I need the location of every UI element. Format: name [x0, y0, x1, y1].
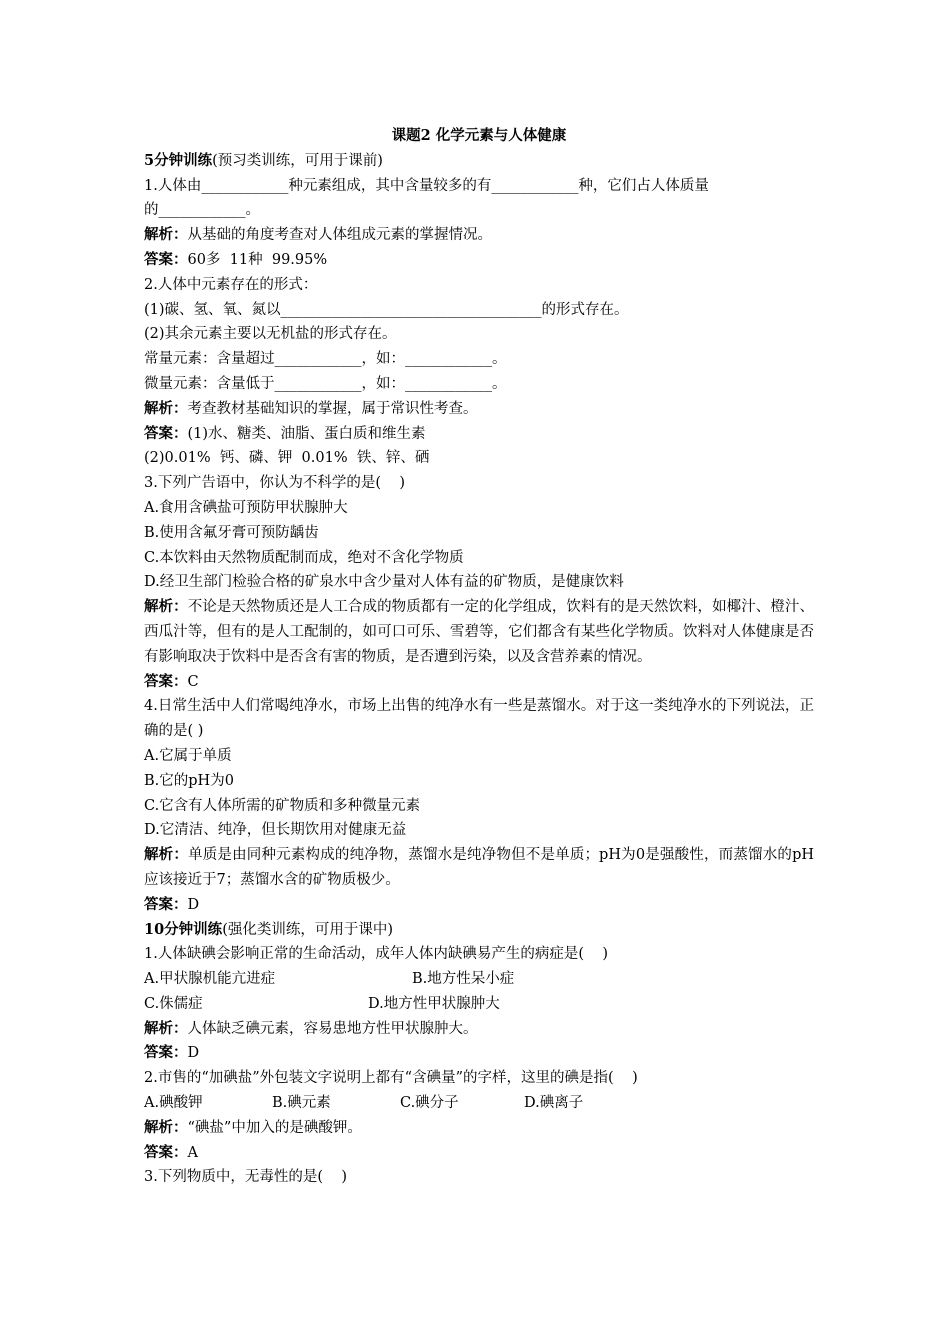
- answer-label: 答案：: [144, 1044, 188, 1062]
- option: C.它含有人体所需的矿物质和多种微量元素: [144, 797, 421, 814]
- answer-label: 答案：: [144, 1143, 188, 1161]
- answer: [144, 670, 814, 695]
- question-stem: 3.下列物质中，无毒性的是( ): [144, 1169, 348, 1186]
- option: D.经卫生部门检验合格的矿泉水中含少量对人体有益的矿物质，是健康饮料: [144, 574, 624, 591]
- option: B.地方性呆小症: [412, 971, 515, 988]
- analysis-text: 从基础的角度考查对人体组成元素的掌握情况。: [187, 227, 492, 244]
- section-heading-5min: [144, 149, 814, 174]
- analysis: [144, 223, 814, 248]
- analysis-label: 解析：: [144, 226, 188, 244]
- analysis-label: 解析：: [144, 598, 188, 616]
- option: A.碘酸钾: [144, 1095, 203, 1112]
- answer: [144, 248, 814, 273]
- question-stem: 2.市售的“加碘盐”外包装文字说明上都有“含碘量”的字样，这里的碘是指( ): [144, 1070, 638, 1087]
- option: A.它属于单质: [144, 747, 232, 764]
- answer-label: 答案：: [144, 424, 188, 442]
- analysis: [144, 595, 814, 669]
- answer-text: 60多 11种 99.95%: [187, 251, 328, 268]
- analysis-label: 解析：: [144, 1118, 188, 1136]
- question-text: (1)碳、氢、氧、氮以____________________________________的形式存在。: [144, 301, 629, 318]
- document-page: [144, 124, 814, 1190]
- analysis-label: 解析：: [144, 399, 188, 417]
- option: B.它的pH为0: [144, 772, 234, 789]
- question-stem: 4.日常生活中人们常喝纯净水，市场上出售的纯净水有一些是蒸馏水。对于这一类纯净水的下列说法，正确的是( ): [144, 698, 814, 740]
- answer-label: 答案：: [144, 895, 188, 913]
- analysis-text: 考查教材基础知识的掌握，属于常识性考查。: [187, 400, 478, 417]
- answer-text: C: [187, 673, 199, 690]
- answer-text: D: [187, 896, 200, 913]
- section-note: (预习类训练，可用于课前): [212, 152, 383, 169]
- option: C.侏儒症: [144, 995, 203, 1012]
- answer: [144, 893, 814, 918]
- answer-label: 答案：: [144, 250, 188, 268]
- section-heading-10min: [144, 918, 814, 943]
- question-text: 2.人体中元素存在的形式：: [144, 276, 318, 293]
- analysis-text: “碘盐”中加入的是碘酸钾。: [187, 1119, 362, 1136]
- answer-text: (2)0.01% 钙、磷、钾 0.01% 铁、锌、硒: [144, 450, 430, 467]
- option-row: [144, 1091, 814, 1116]
- question-text: 微量元素：含量低于____________，如：____________。: [144, 375, 507, 392]
- answer: [144, 422, 814, 447]
- question-stem: 3.下列广告语中，你认为不科学的是( ): [144, 475, 406, 492]
- analysis-label: 解析：: [144, 846, 189, 864]
- option: A.甲状腺机能亢进症: [144, 971, 276, 988]
- option: A.食用含碘盐可预防甲状腺肿大: [144, 499, 348, 516]
- section-note: (强化类训练，可用于课中): [222, 921, 394, 938]
- analysis: [144, 1116, 814, 1141]
- option: D.碘离子: [524, 1095, 584, 1112]
- option: D.地方性甲状腺肿大: [368, 995, 500, 1012]
- section-head: 10分钟训练: [144, 920, 223, 938]
- option: C.碘分子: [400, 1095, 459, 1112]
- answer-text: (1)水、糖类、油脂、蛋白质和维生素: [187, 425, 426, 442]
- analysis-text: 人体缺乏碘元素，容易患地方性甲状腺肿大。: [187, 1020, 478, 1037]
- analysis-label: 解析：: [144, 1019, 188, 1037]
- question-stem: 1.人体缺碘会影响正常的生命活动，成年人体内缺碘易产生的病症是( ): [144, 946, 609, 963]
- answer-text: D: [187, 1045, 200, 1062]
- answer: [144, 1141, 814, 1166]
- question-text: (2)其余元素主要以无机盐的形式存在。: [144, 326, 397, 343]
- analysis: [144, 397, 814, 422]
- answer-text: A: [187, 1144, 198, 1161]
- answer-label: 答案：: [144, 672, 188, 690]
- option: C.本饮料由天然物质配制而成，绝对不含化学物质: [144, 549, 464, 566]
- section-head: 5分钟训练: [144, 151, 213, 169]
- analysis: [144, 843, 814, 893]
- question-text: 1.人体由____________种元素组成，其中含量较多的有____________种，它们占人体质量: [144, 177, 709, 194]
- option-row: [144, 967, 814, 992]
- analysis-text: 不论是天然物质还是人工合成的物质都有一定的化学组成，饮料有的是天然饮料，如椰汁、橙汁、西瓜汁等，但有的是人工配制的，如可口可乐、雪碧等，它们都含有某些化学物质。饮料对人体健康是否有影响取决于饮料中是否含有害的物质，是否遭到污染，以及含营养素的情况。: [144, 599, 814, 665]
- page-title: 课题2 化学元素与人体健康: [391, 127, 567, 144]
- option: B.碘元素: [272, 1095, 331, 1112]
- option: D.它清洁、纯净，但长期饮用对健康无益: [144, 822, 407, 839]
- answer: [144, 1041, 814, 1066]
- question-text: 常量元素：含量超过____________，如：____________。: [144, 351, 507, 368]
- question-text: 的____________。: [144, 202, 260, 219]
- option-row: [144, 992, 814, 1017]
- analysis: [144, 1017, 814, 1042]
- analysis-text: 单质是由同种元素构成的纯净物，蒸馏水是纯净物但不是单质；pH为0是强酸性，而蒸馏水的pH应该接近于7；蒸馏水含的矿物质极少。: [144, 847, 815, 888]
- option: B.使用含氟牙膏可预防龋齿: [144, 524, 319, 541]
